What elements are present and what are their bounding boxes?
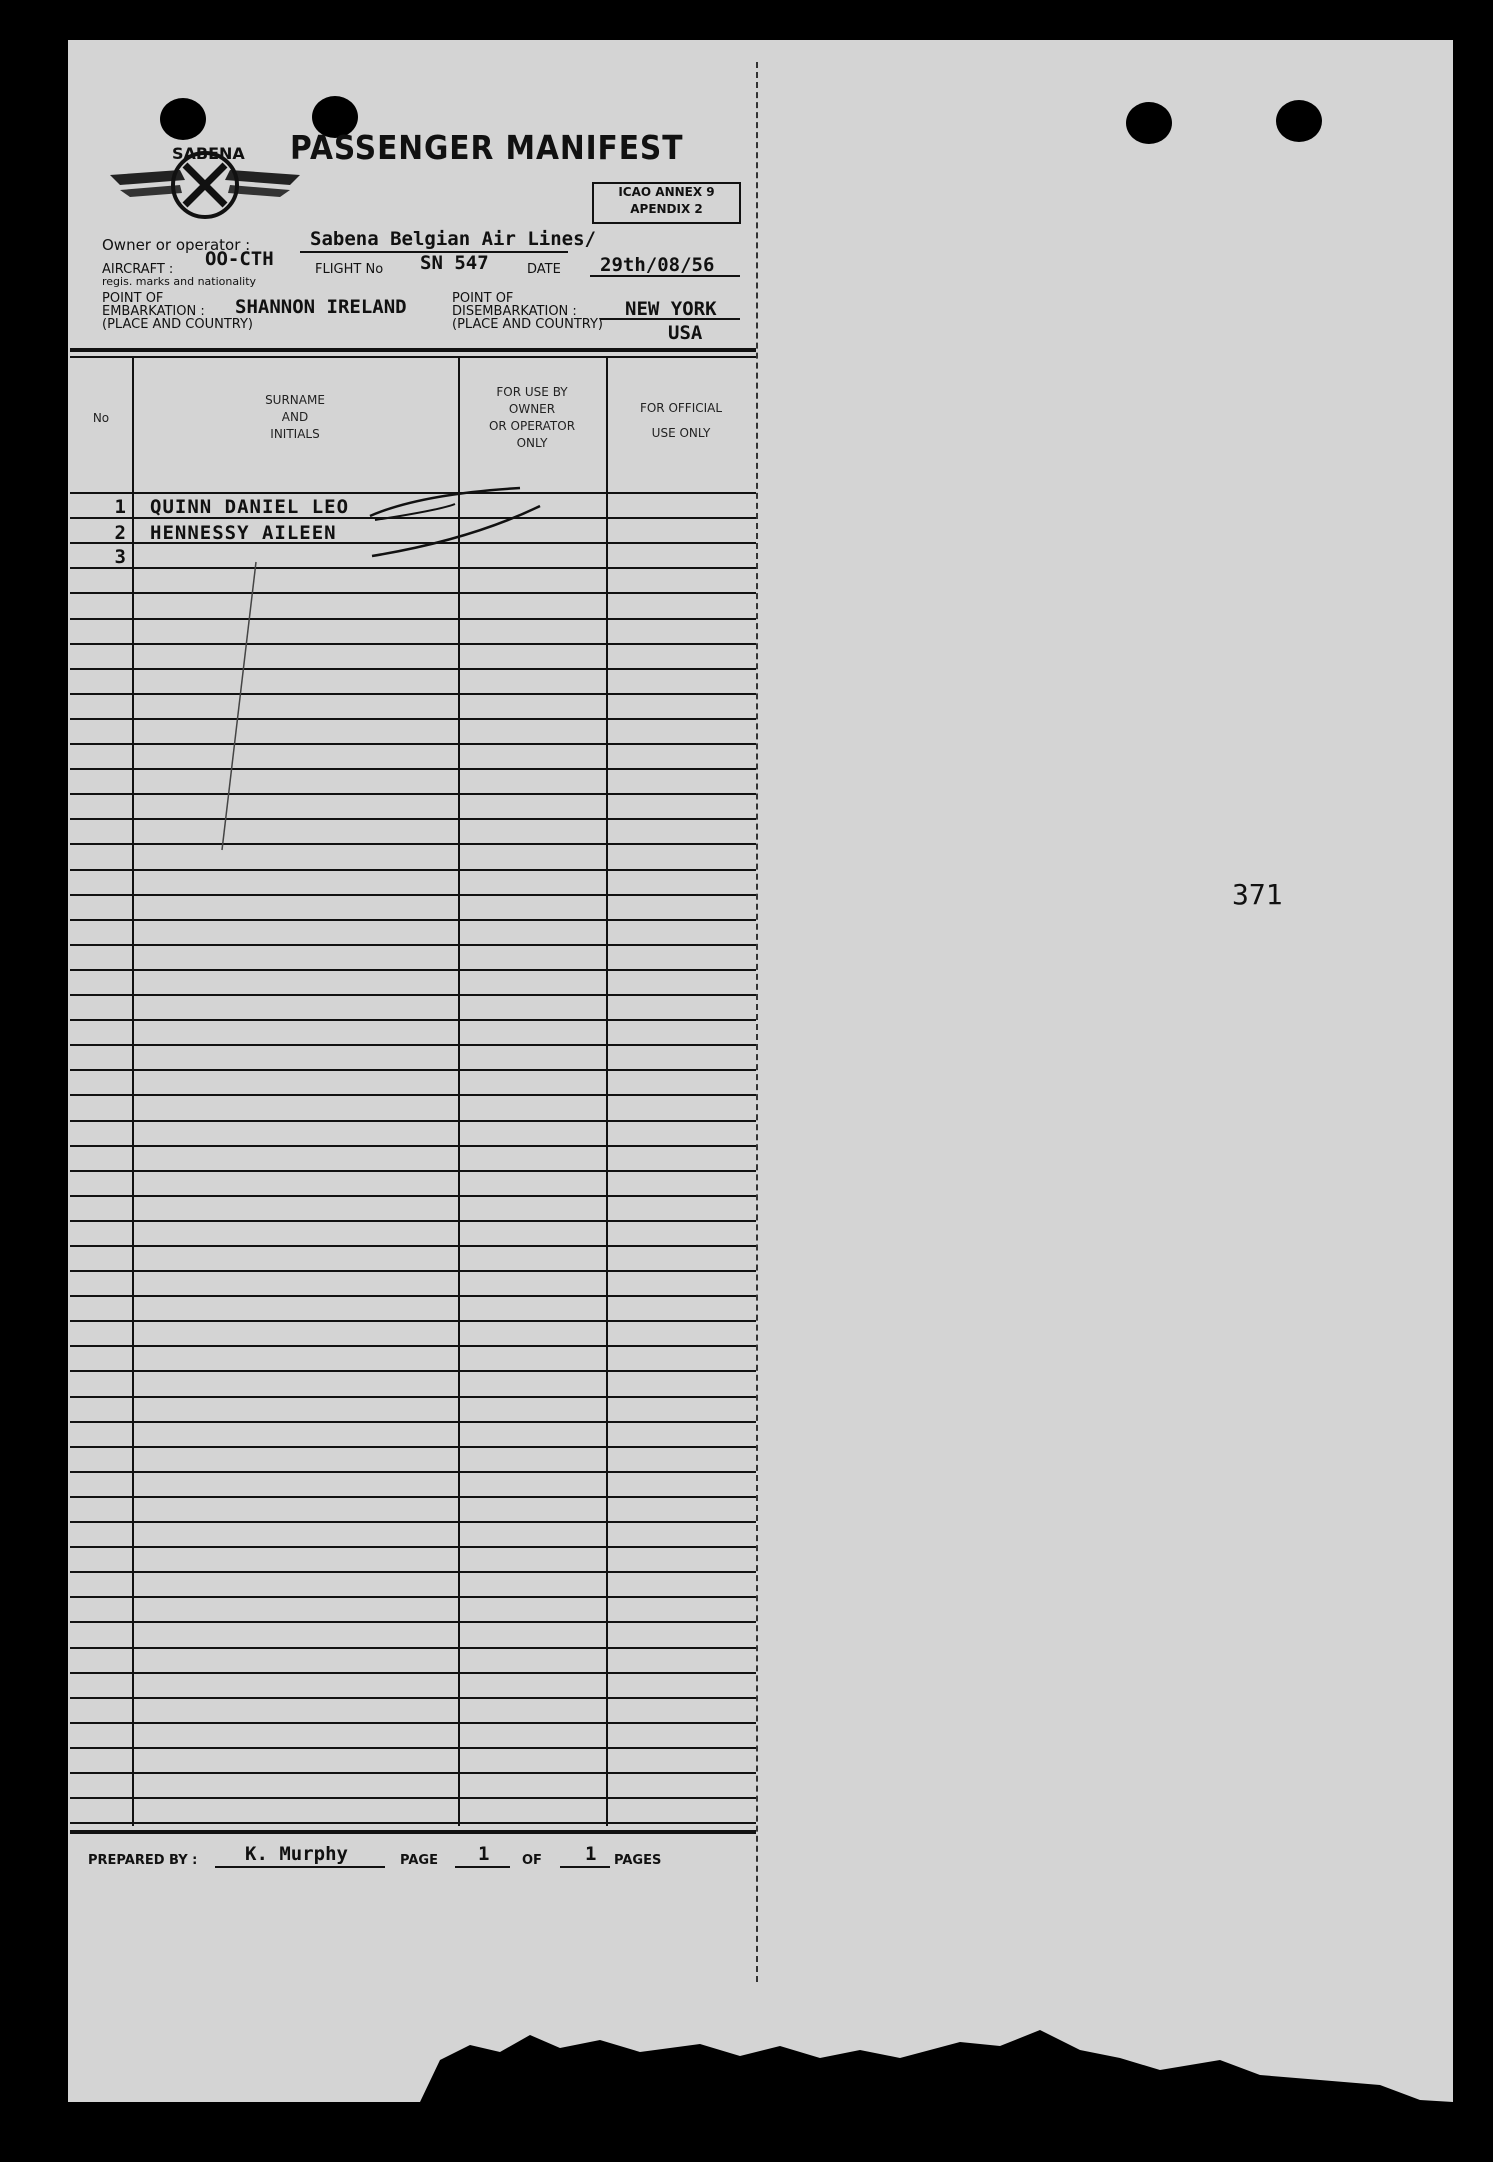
header-line: ONLY xyxy=(516,436,548,450)
annex-line: ICAO ANNEX 9 xyxy=(618,185,715,199)
prepared-underline xyxy=(215,1866,385,1868)
row-number: 1 xyxy=(114,496,126,518)
prepared-by-label: PREPARED BY : xyxy=(88,1853,198,1868)
prepared-by-value: K. Murphy xyxy=(245,1843,348,1865)
pen-stroke xyxy=(375,504,455,520)
header-line: AND xyxy=(281,410,309,424)
disembark-label: DISEMBARKATION : xyxy=(452,304,577,319)
of-underline xyxy=(560,1866,610,1868)
pen-stroke xyxy=(370,488,520,516)
disembark-label: (PLACE AND COUNTRY) xyxy=(452,317,604,332)
owner-label: Owner or operator : xyxy=(102,236,251,254)
logo-text: SABENA xyxy=(172,144,245,163)
page-label: PAGE xyxy=(400,1853,438,1868)
aircraft-label: AIRCRAFT : xyxy=(102,262,174,277)
embark-label: EMBARKATION : xyxy=(102,304,205,319)
passenger-name: QUINN DANIEL LEO xyxy=(150,496,350,518)
disembark-label: POINT OF xyxy=(452,291,514,306)
pages-label: PAGES xyxy=(614,1853,662,1868)
header-line: FOR USE BY xyxy=(496,385,568,399)
flight-label: FLIGHT No xyxy=(315,262,384,277)
pen-stroke xyxy=(222,562,256,850)
annex-line: APENDIX 2 xyxy=(630,202,703,216)
disembarkation-value: NEW YORK xyxy=(625,298,717,320)
form-title: PASSENGER MANIFEST xyxy=(290,128,684,167)
embark-label: POINT OF xyxy=(102,291,164,306)
header-line: USE ONLY xyxy=(651,426,711,440)
page-value: 1 xyxy=(478,1843,490,1865)
pen-stroke xyxy=(372,506,540,556)
aircraft-sublabel: regis. marks and nationality xyxy=(102,275,257,288)
header-line: OR OPERATOR xyxy=(488,419,576,433)
header-line: INITIALS xyxy=(270,427,320,441)
row-number: 2 xyxy=(114,522,126,544)
date-label: DATE xyxy=(527,262,561,277)
aircraft-value: OO-CTH xyxy=(205,248,274,270)
stamp-number: 371 xyxy=(1232,878,1283,911)
header-line: OWNER xyxy=(508,402,556,416)
embark-label: (PLACE AND COUNTRY) xyxy=(102,317,254,332)
page-underline xyxy=(455,1866,510,1868)
of-value: 1 xyxy=(585,1843,597,1865)
row-number: 3 xyxy=(114,546,126,568)
passenger-name: HENNESSY AILEEN xyxy=(150,522,337,544)
flight-value: SN 547 xyxy=(420,252,489,274)
of-label: OF xyxy=(522,1853,542,1868)
header-line: SURNAME xyxy=(265,393,325,407)
date-value: 29th/08/56 xyxy=(600,254,715,276)
column-header-no: No xyxy=(92,411,110,425)
header-line: FOR OFFICIAL xyxy=(639,401,723,415)
embarkation-value: SHANNON IRELAND xyxy=(235,296,407,318)
owner-value: Sabena Belgian Air Lines/ xyxy=(310,228,596,250)
disembarkation-country: USA xyxy=(668,322,703,344)
